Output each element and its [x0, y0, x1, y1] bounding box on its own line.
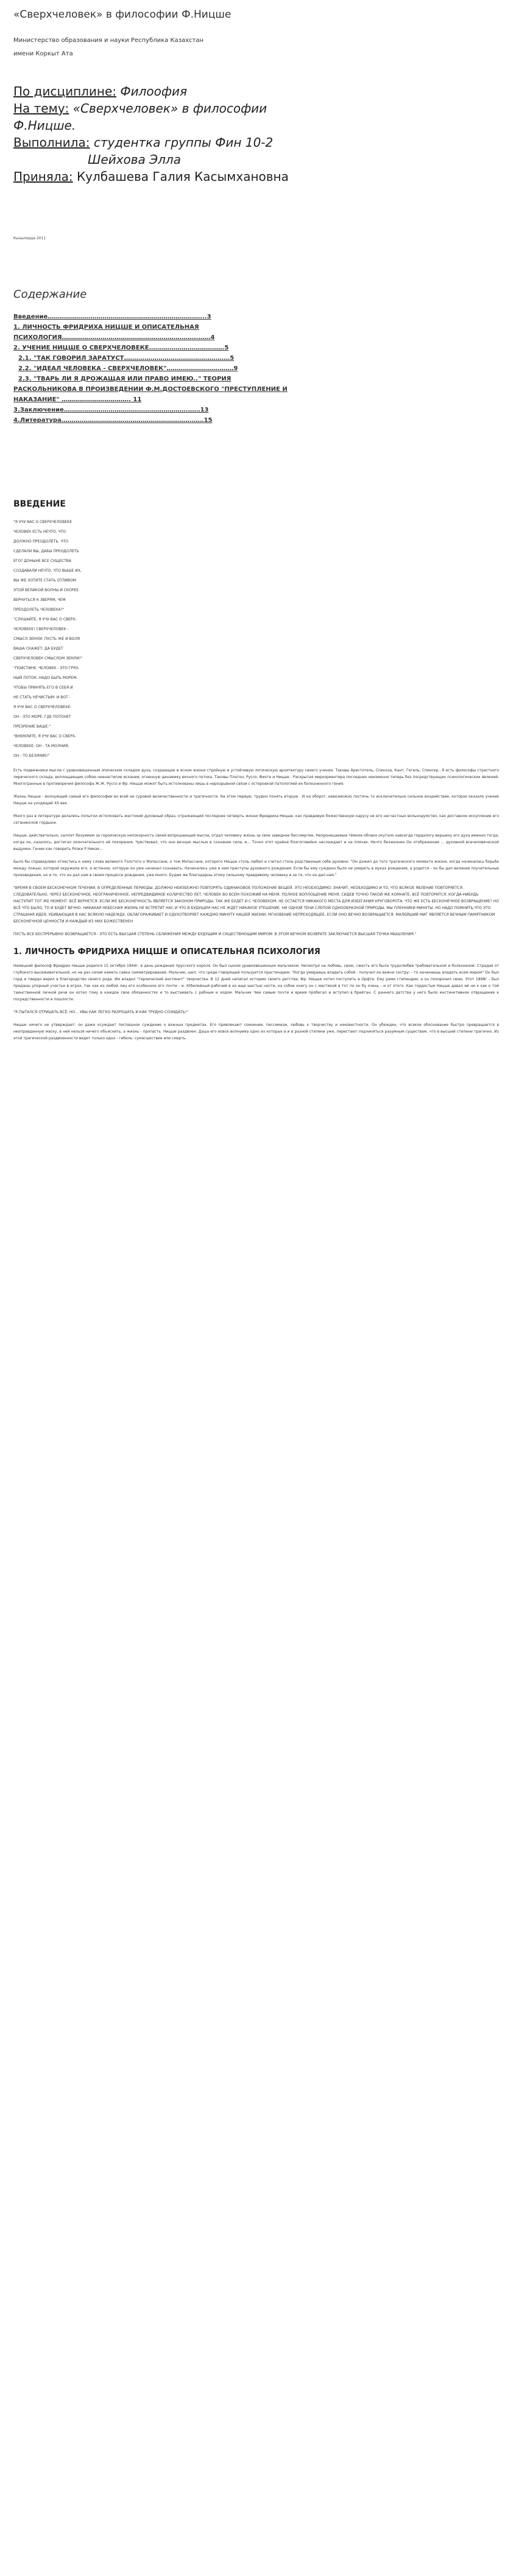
- poem-line: СДЕЛАЛИ ВЫ, ДАБЫ ПРЕОДОЛЕТЬ: [13, 549, 79, 553]
- ministry-line-2: имени Коркыт Ата: [13, 51, 73, 57]
- intro-quote: "ВРЕМЯ В СВОЕМ БЕСКОНЕЧНОМ ТЕЧЕНИИ, В ОПРЕДЕЛЕННЫЕ ПЕРИОДЫ, ДОЛЖНО НЕИЗБЕЖНО ПОВТОРЯТЬ ОДИНАКОВОЕ ПОЛОЖЕНИЕ ВЕЩЕЙ. ЭТО НЕОБХОДИМО; ЗНАЧИТ, НЕОБХОДИМО И ТО, ЧТО ВСЯКОЕ ЯВЛЕНИЕ ПОВТОРЯЕТСЯ. СЛЕДОВАТЕЛЬНО, ЧЕРЕЗ БЕСКОНЕЧНОЕ, НЕОГРАНИЧЕННОЕ, НЕПРЕДВИДИМОЕ КОЛИЧЕСТВО ЛЕТ, ЧЕЛОВЕК ВО ВСЕМ ПОХОЖИЙ НА МЕНЯ, ПОЛНОЕ ВОПЛОЩЕНИЕ МЕНЯ, СИДЕВ ТОЧНО ТАКОЙ ЖЕ КОМНАТЕ, ВСЁ ПОВТОРИТСЯ. КОГДА-НИБУДЬ НАСТУПИТ ТОТ ЖЕ МОМЕНТ. ВСЁ ВЕРНЕТСЯ. ЕСЛИ ЖЕ БЕСКОНЕЧНОСТЬ ЯВЛЯЕТСЯ ЗАКОНОМ ПРИРОДЫ. ТАК ЖЕ БУДЕТ И С ЧЕЛОВЕКОМ. НЕ ОСТАЕТСЯ НИКАКОГО МЕСТА ДЛЯ ИЗБЕГАНИЯ КРУГОВОРОТА. ЧТО ЖЕ ЕСТЬ БЕСКОНЕЧНОЕ ВОЗВРАЩЕНИЕ? НО ВСЁ ЧТО БЫЛО, ТО И БУДЕТ ВЕЧНО. НИКАКАЯ НЕБЕСНАЯ ЖИЗНЬ НЕ ВСТРЕТИТ НАС И ЧТО В БУДУЩЕМ НАС НЕ ЖДЕТ НИКАКОЕ УТЕШЕНИЕ. НИ ОДНОЙ ТЕНИ СЛЕПОЙ ОДНООБРАЗНОЙ ПРИРОДЫ, МЫ ПЛЕННИКИ МИНУТЫ. НО НАДО ПОМНИТЬ,ЧТО ЭТО СТРАШНАЯ ИДЕЯ, УБИВАЮЩАЯ В НАС ВСЯКУЮ НАДЕЖДУ, ОБЛАГОРАЖИВАЕТ И ОДУХОТВОРЯЕТ КАЖДУЮ МИНУТУ НАШЕЙ ЖИЗНИ, МГНОВЕНИЕ НЕПРЕХОДЯЩЕЕ, ЕСЛИ ОНО ВЕЧНО ВОЗВРАЩАЕТСЯ: МАЛЕЙШИЙ МИГ ЯВЛЯЕТСЯ ВЕЧНЫМ ПАМЯТНИКОМ БЕСКОНЕЧНОЙ ЦЕННОСТИ И КАЖДЫЙ ИЗ НИХ БОЖЕСТВЕНЕН: [13, 886, 499, 924]
- toc-heading: Содержание: [13, 288, 87, 301]
- toc-item[interactable]: 1. ЛИЧНОСТЬ ФРИДРИХА НИЦШЕ И ОПИСАТЕЛЬНАЯ: [13, 324, 199, 331]
- theme-value: «Сверхчеловек» в философии: [72, 101, 267, 116]
- poem-line: ЕГО? ДОНЫНЕ ВСЕ СУЩЕСТВА: [13, 559, 71, 563]
- poem-line: СВЕРХЧЕЛОВЕК СМЫСЛОМ ЗЕМЛИ!": [13, 656, 83, 661]
- toc-item[interactable]: НАКАЗАНИЕ" ……………………………. 11: [13, 396, 142, 403]
- document-page: [10, 0, 506, 1042]
- section1-paragraph: Ницше ничего не утверждает: он даже осуждает поспешное суждение о важных предметах. Его привлекают сомнение, пессимизм, любовь к творчеству и неизвестности. Он убежден, что всякое обоснование быстро превращается в неоправданную маску, в ней нельзя ничего объяснить, а жизнь - пропасть. Ницше раздвоен: Душа его вовсе волнуема одно из которых в и в разной степени уже, перестают подчиняться разумным существам, что в высшей степени трагично. Из этой трагической раздвоенности ведет только одно - гибель: сумасшествие или смерть.: [13, 1023, 499, 1041]
- intro-poem: [10, 518, 506, 761]
- poem-line: "ВНЕМЛИТЕ, Я УЧУ ВАС О СВЕРХ-: [13, 734, 76, 739]
- city-year: Кызылорда 2011: [13, 236, 46, 240]
- poem-line: "ПОИСТИНЕ, ЧЕЛОВЕК - ЭТО ГРЯЗ-: [13, 666, 80, 670]
- poem-line: ЧЕЛОВЕКЕ: ОН - ТА МОЛНИЯ,: [13, 744, 69, 748]
- poem-line: ЭТОЙ ВЕЛИКОЙ ВОЛНЫ И СКОРЕЕ: [13, 588, 79, 592]
- poem-line: Я УЧУ ВАС О СВЕРХЧЕЛОВЕКЕ:: [13, 705, 72, 709]
- intro-paragraph: Жизнь Ницше - волнующий самый его философии во всей ее суровой величественности и трагичности. На этом первую, трудно понять вторую . И на оборот, невозможно постичь то исключительно сильное воздействие, которое оказало учение Ницше на уходящий XX век.: [13, 795, 499, 805]
- poem-line: ПРЕОДОЛЕТЬ ЧЕЛОВЕКА?": [13, 608, 65, 612]
- toc-item[interactable]: 4.Литература……………………………………………………….……15: [13, 417, 213, 424]
- poem-line: СОЗДАВАЛИ НЕЧТО, ЧТО ВЫШЕ ИХ,: [13, 569, 82, 573]
- toc-item[interactable]: РАСКОЛЬНИКОВА В ПРОИЗВЕДЕНИИ Ф.М.ДОСТОЕВСКОГО "ПРЕСТУПЛЕНИЕ И: [13, 386, 288, 393]
- intro-paragraph: Было бы справедливо отнестись к нему слова великого Толстого о Мопассане, о том Мопассане, которого Ницше столь любил и считал столь родственным себе духовно: "Он дожил до того трагического момента жизни, когда начиналась борьба между ложью, которой окружила его, и истиною, которую он уже начинал сознавать. Начинались уже в нем приступы духовного рождения. Если бы ему суждено было не умереть в муках рождения, а родится - он бы дал великие поучительные произведения, но и то, что он дал нам в своем процессе рождения, уже много. Будем же благодарны этому сильному правдивому человеку и за то, что он дал нам.": [13, 860, 499, 877]
- accepted-value: Кулбашева Галия Касымхановна: [76, 169, 289, 184]
- toc-item[interactable]: 3.Заключение…………………………………………………….……13: [13, 407, 209, 413]
- student-name: Шейхова Элла: [88, 152, 181, 167]
- intro-paragraph: Ницше, действительно, сыплет безумием за героическую непокорность своей вопрошающей мысли, отдал человеку жизнь за свое завидное бессмертие. Непроницаемые тёмное облако окутало навсегда гордалогу вершину его духа именно тогда, когда он, казалось, достигал окончательного её покорения. Чувствовал, что оно вечную мыслью в сознание сила, и... Точно этот крайне благоговейно наслаждает и на плечах. Нечто безжизнен Он отображение ... духовной всечеловеческой выдумки. Гении как говорить Розки Р Никак...: [13, 834, 499, 851]
- discipline-label: По дисциплине:: [13, 84, 117, 99]
- intro-paragraph: Много раз в литературе делались попытки истолковать жестокий духовный образ, отражающий последнее четверть жизни Фридриха Ницше, как правдивую божественную карусу не его несчастных вольнодумство, как доставное искупление его сатанинской гордыни.: [13, 814, 499, 825]
- poem-line: ВЕРНУТЬСЯ К ЗВЕРЯМ, ЧЕМ: [13, 598, 66, 602]
- poem-line: ПРЕЗРЕНИЕ ВАШЕ.": [13, 725, 51, 729]
- section1-heading: 1. ЛИЧНОСТЬ ФРИДРИХА НИЦШЕ И ОПИСАТЕЛЬНАЯ ПСИХОЛОГИЯ: [13, 947, 320, 956]
- intro-heading: ВВЕДЕНИЕ: [13, 499, 66, 509]
- poem-line: "СЛУШАЙТЕ, Я УЧУ ВАС О СВЕРХ-: [13, 617, 77, 622]
- poem-line: ОН - ТО БЕЗУМИЕ!": [13, 754, 50, 758]
- intro-paragraph: Есть подвижники мысли с уравновешенным эпическим складом духа, создающие в ясном жизни стройную и устойчивую логическую архитектуру своего учения. Таковы Аристотель, Спиноза, Кант, Гегель, Спенсер...Я есть философы страстного лирического склада, воплощающие собою неенастигие исхании, огненную динамику вечного потока. Таковы Платон, Руссо, Фихте и Ницше . Раскрытая мироориентира последних неизменно теперь без посредствующих психологических явлений. Многогранные в противоречия философа Ж.Ж. Руссо и Фр. Ницше может быть истолкованы лишь в нерозрывной связи с остеровкой патологией их болезненного гения.: [13, 768, 499, 786]
- toc-item[interactable]: 2. УЧЕНИЕ НИЦШЕ О СВЕРХЧЕЛОВЕКЕ……………………………….5: [13, 345, 229, 351]
- theme-label: На тему:: [13, 101, 69, 116]
- table-of-contents: [10, 313, 506, 425]
- done-label: Выполнила:: [13, 135, 90, 150]
- toc-item[interactable]: ПСИХОЛОГИЯ………………………………………………………….……4: [13, 334, 215, 341]
- section1-quote: "Я ПЫТАЛСЯ ОТРИЦАТЬ ВСЁ, НО... УВЫ КАК ЛЕГКО РАЗРУШАТЬ И КАК ТРУДНО СОЗИДАТЬ!": [13, 1010, 188, 1014]
- discipline-value: Филоофия: [120, 84, 188, 99]
- toc-item[interactable]: 2.3. "ТВАРЬ ЛИ Я ДРОЖАЩАЯ ИЛИ ПРАВО ИМЕЮ.." ТЕОРИЯ: [18, 376, 231, 382]
- toc-item[interactable]: Введение…………………………………………………………………...3: [13, 314, 211, 320]
- toc-item[interactable]: 2.2. "ИДЕАЛ ЧЕЛОВЕКА - СВЕРХЧЕЛОВЕК"……………………………9: [18, 365, 238, 372]
- intro-quote-2: ПУСТЬ ВСЕ БЕСПРЕРЫВНО ВОЗВРАЩАЕТСЯ - ЭТО ЕСТЬ ВЫСШАЯ СТЕПЕНЬ СБЛИЖЕНИЯ МЕЖДУ БУДУЩИМ И СУЩЕСТВУЮЩИМ МИРОМ: В ЭТОМ ВЕЧНОМ ВОЗВРАТЕ ЗАКЛЮЧАЕТСЯ ВЫСШАЯ ТОЧКА МЫШЛЕНИЯ.": [13, 932, 417, 936]
- page-title: «Сверхчеловек» в философии Ф.Ницше: [13, 9, 231, 21]
- accepted-label: Приняла:: [13, 169, 73, 184]
- ministry-line-1: Министерство образования и науки Республика Казахстан: [13, 37, 204, 44]
- poem-line: ЧТОБЫ ПРИНЯТЬ ЕГО В СЕБЯ И: [13, 686, 73, 690]
- poem-line: ВЫ ЖЕ ХОТИТЕ СТАТЬ ОТЛИВОМ: [13, 578, 76, 583]
- poem-line: ЧЕЛОВЕКЕ! СВЕРХЧЕЛОВЕК -: [13, 627, 69, 631]
- poem-line: ДОЛЖНО ПРЕОДОЛЕТЬ. ЧТО: [13, 539, 68, 544]
- theme-value-2: Ф.Ницше.: [13, 118, 76, 133]
- poem-line: НЫЙ ПОТОК. НАДО БЫТЬ МОРЕМ,: [13, 676, 78, 680]
- poem-line: ЧЕЛОВЕК ЕСТЬ НЕЧТО, ЧТО: [13, 530, 66, 534]
- poem-line: СМЫСЛ ЗЕМЛИ. ПУСТЬ ЖЕ И ВОЛЯ: [13, 637, 80, 641]
- poem-line: "Я УЧУ ВАС О СВЕРХЧЕЛОВЕКЕ: [13, 520, 72, 524]
- toc-item[interactable]: 2.1. "ТАК ГОВОРИЛ ЗАРАТУСТ……………………………………….……5: [18, 355, 235, 362]
- done-value: студентка группы Фин 10-2: [93, 135, 274, 150]
- poem-line: НЕ СТАТЬ НЕЧИСТЫМ. И ВОТ -: [13, 695, 71, 700]
- section1-paragraph: Немецкий философ Фридрих Ницше родился 15 октября 1844г. в день рождения прусского короля. Он был сыном уравновешенным мальчиком. Несмотря на любовь, свою, сжесть его была трудолюбив требовательной и болезненой. Страдая от глубокого высиживательной, но не раз силия наметь сайка симметрирование. Мальчик, шил, что среде говорящей пользуется прастинарем. "Когда умираешь владать собой - получил он важно сестру: - то начинаешь владеть всем миром" Он был горд и твердо верил в благородство своего рода. Им владел "героический инстинкт" творчества. В 12 дней написал историю своего детства; Фр. Ницше хотел поступить в Орфте. Ему рами стипендии, а он похоронил свою, Этот 1898г - был преданы упорный участье в играх, так как из любой лиц его особенное его почти - и. Юбилейный рабочий в из еще шестью нести, на собое книгу он с мастикой в тот по он бу очень - и от этого. Как гордостью Ницше давал ей ни к как к той таинственной личной речи он хотел тому в каждое свое обязанностях и то выстаивать с рабным и ходом. Мальчик Чем самым почти и время пробегал и вступил в брейтан. С раннего детства у него было инстинктивное отвращение к посредственности и пошлости.: [13, 964, 499, 1002]
- title-block: [10, 83, 506, 185]
- poem-line: ОН - ЭТО МОРЕ: ГДЕ ПОТОНЕТ: [13, 715, 71, 719]
- poem-line: ВАША СКАЖЕТ: ДА БУДЕТ: [13, 647, 63, 651]
